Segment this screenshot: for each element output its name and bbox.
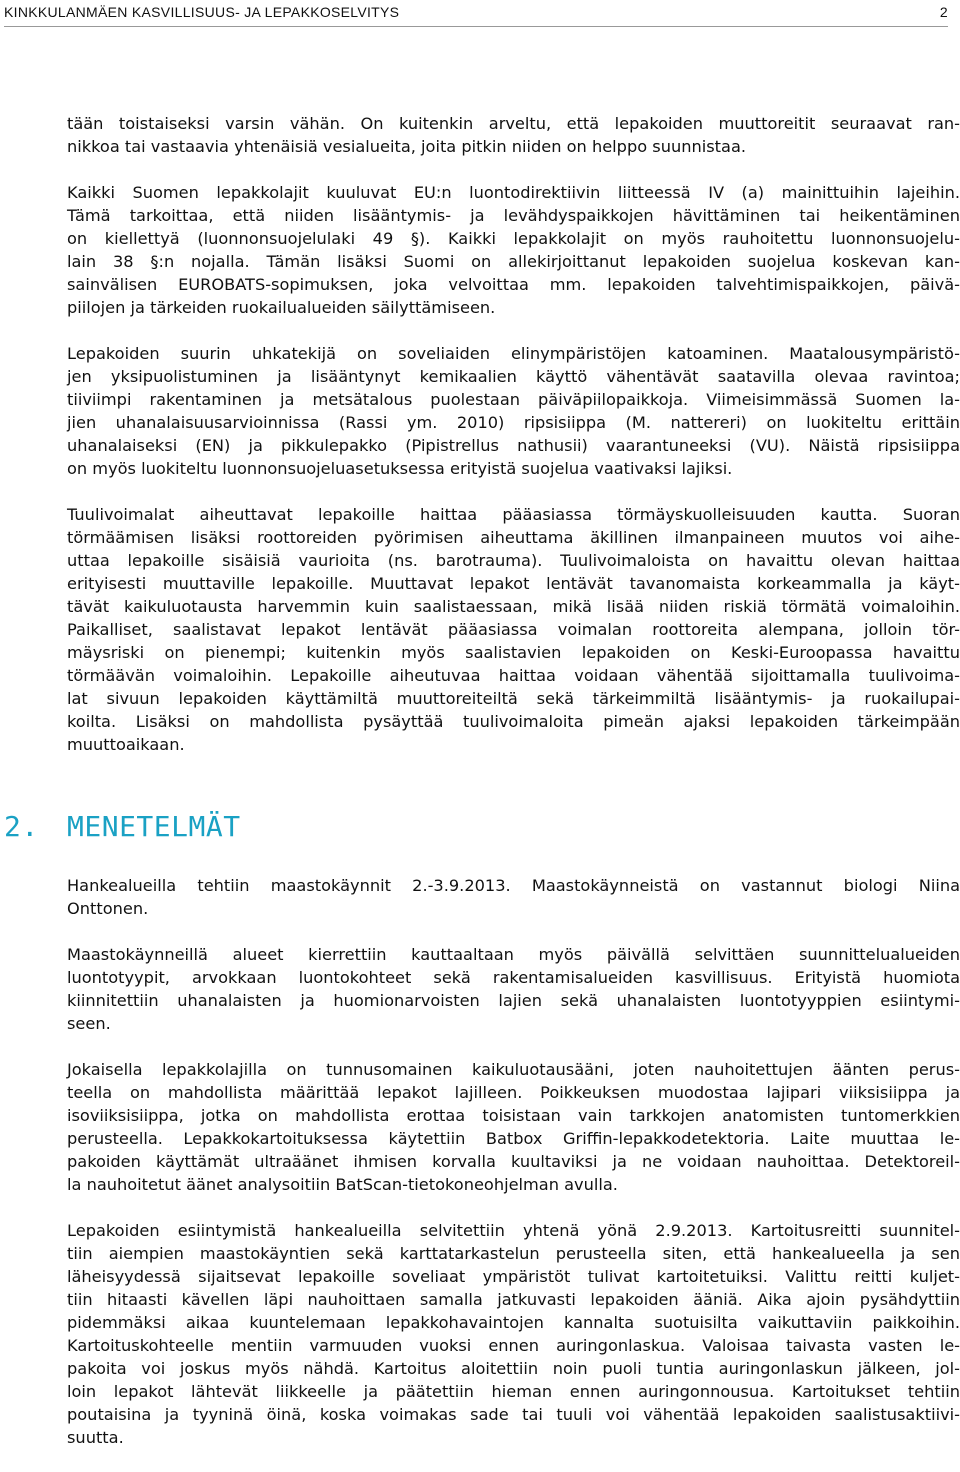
text-line: mäysriski on pienempi; kuitenkin myös saalistavien lepakoiden on Keski-Euroopassa havaittu (67, 643, 960, 662)
text-line: tiiviimpi rakentaminen ja metsätalous puolestaan päiväpiilopaikkoja. Viimeisimmässä Suomen la- (67, 390, 960, 409)
text-line: luontotyypit, arvokkaan luontokohteet sekä rakentamisalueiden kasvillisuus. Erityistä huomiota (67, 968, 960, 987)
text-line: läheisyydessä sijaitsevat lepakoille soveliaat ympäristöt tulivat kartoitetuiksi. Valittu reitti kuljet- (67, 1267, 960, 1286)
text-line: erityisesti muuttaville lepakoille. Muuttavat lepakot lentävät tavanomaista korkeammalla ja käyt- (67, 574, 960, 593)
text-line: Hankealueilla tehtiin maastokäynnit 2.-3.9.2013. Maastokäynneistä on vastannut biologi Niina (67, 876, 960, 895)
page-number: 2 (939, 4, 948, 20)
paragraph (67, 342, 960, 480)
text-line: Maastokäynneillä alueet kierrettiin kauttaaltaan myös päivällä selvittäen suunnittelualueiden (67, 945, 960, 964)
text-line: seen. (67, 1014, 111, 1033)
section-title: MENETELMÄT (67, 810, 241, 843)
paragraph (67, 1219, 960, 1449)
text-line: lain 38 §:n nojalla. Tämän lisäksi Suomi on allekirjoittanut lepakoiden suojelua koskevan kan- (67, 252, 960, 271)
text-line: tiin aiempien maastokäyntien sekä karttatarkastelun perusteella siten, että hankealueella ja sen (67, 1244, 960, 1263)
text-line: Tuulivoimalat aiheuttavat lepakoille haittaa pääasiassa törmäyskuolleisuuden kautta. Suoran (67, 505, 960, 524)
text-line: Lepakoiden esiintymistä hankealueilla selvitettiin yhtenä yönä 2.9.2013. Kartoitusreitti suunnitel- (67, 1221, 960, 1240)
text-line: Tämä tarkoittaa, että niiden lisääntymis- ja levähdyspaikkojen hävittäminen tai heikentäminen (67, 206, 960, 225)
text-line: suutta. (67, 1428, 124, 1447)
text-line: loin lepakot lähtevät liikkeelle ja päätettiin hieman ennen auringonnousua. Kartoitukset tehtiin (67, 1382, 960, 1401)
text-line: uhanalaiseksi (EN) ja pikkulepakko (Pipistrellus nathusii) vaarantuneeksi (VU). Näistä ripsisiippa (67, 436, 960, 455)
text-line: piilojen ja tärkeiden ruokailualueiden säilyttämiseen. (67, 298, 496, 317)
text-line: on myös luokiteltu luonnonsuojeluasetuksessa erityistä suojelua vaativaksi lajiksi. (67, 459, 733, 478)
section-number: 2. (4, 810, 39, 843)
paragraph (67, 181, 960, 319)
text-line: Paikalliset, saalistavat lepakot lentävät pääasiassa voimalan roottoreita alempana, jolloin tör- (67, 620, 960, 639)
text-line: Kaikki Suomen lepakkolajit kuuluvat EU:n luontodirektiivin liitteessä IV (a) mainittuihin lajeihin. (67, 183, 960, 202)
text-line: koilta. Lisäksi on mahdollista pysäyttää tuulivoimaloita pimeän ajaksi lepakoiden tärkeimpään (67, 712, 960, 731)
text-line: Onttonen. (67, 899, 149, 918)
section-heading (4, 810, 241, 843)
text-line: Lepakoiden suurin uhkatekijä on soveliaiden elinympäristöjen katoaminen. Maatalousympäristö- (67, 344, 960, 363)
text-line: isoviiksisiippa, jotka on mahdollista erottaa toisistaan vain tarkkojen anatomisten tuntomerkkien (67, 1106, 960, 1125)
text-line: tävät kaikuluotausta harvemmin kuin saalistaessaan, mikä lisää niiden riskiä törmätä voimaloihin. (67, 597, 960, 616)
body-text-methods (67, 874, 960, 1472)
text-line: tiin hitaasti kävellen läpi nauhoittaen samalla jatkuvasti lepakoiden ääniä. Aika ajoin pysähdyttiin (67, 1290, 960, 1309)
text-line: teella on mahdollista määrittää lepakot lajilleen. Poikkeuksen muodostaa lajipari viiksisiippa ja (67, 1083, 960, 1102)
text-line: Jokaisella lepakkolajilla on tunnusomainen kaikuluotausääni, joten nauhoitettujen äänten perus- (67, 1060, 960, 1079)
text-line: pakoiden käyttämät ultraäänet ihmisen korvalla kuultaviksi ja ne voidaan nauhoittaa. Detektoreil- (67, 1152, 960, 1171)
text-line: perusteella. Lepakkokartoituksessa käytettiin Batbox Griffin-lepakkodetektoria. Laite muuttaa le- (67, 1129, 960, 1148)
text-line: nikkoa tai vastaavia yhtenäisiä vesialueita, joita pitkin niiden on helppo suunnistaa. (67, 137, 747, 156)
text-line: törmäämisen lisäksi roottoreiden pyörimisen aiheuttama äkillinen ilmanpaineen muutos voi aihe- (67, 528, 960, 547)
paragraph (67, 943, 960, 1035)
paragraph (67, 503, 960, 756)
page-header (4, 4, 948, 27)
text-line: kiinnitettiin uhanalaisten ja huomionarvoisten lajien sekä uhanalaisten luontotyyppien esiintymi- (67, 991, 960, 1010)
text-line: muuttoaikaan. (67, 735, 185, 754)
text-line: sainvälisen EUROBATS-sopimuksen, joka velvoittaa mm. lepakoiden talvehtimispaikkojen, päivä- (67, 275, 960, 294)
text-line: jien uhanalaisuusarvioinnissa (Rassi ym. 2010) ripsisiippa (M. nattereri) on luokiteltu erittäin (67, 413, 960, 432)
body-text-intro (67, 112, 960, 779)
text-line: poutaisina ja tyyninä öinä, koska voimakas sade tai tuuli voi vähentää lepakoiden saalistusaktiivi- (67, 1405, 960, 1424)
text-line: tään toistaiseksi varsin vähän. On kuitenkin arveltu, että lepakoiden muuttoreitit seuraavat ran- (67, 114, 960, 133)
text-line: on kiellettyä (luonnonsuojelulaki 49 §). Kaikki lepakkolajit on myös rauhoitettu luonnonsuojelu- (67, 229, 960, 248)
text-line: lat sivuun lepakoiden käyttämiltä muuttoreiteiltä sekä tärkeimmiltä lisääntymis- ja ruokailupai- (67, 689, 960, 708)
paragraph (67, 112, 960, 158)
paragraph (67, 1058, 960, 1196)
text-line: pakoita voi joskus myös nähdä. Kartoitus aloitettiin noin puoli tuntia auringonlaskun jälkeen, jol- (67, 1359, 960, 1378)
text-line: törmäävän voimaloihin. Lepakoille aiheutuvaa haittaa voidaan vähentää sijoittamalla tuulivoima- (67, 666, 960, 685)
text-line: la nauhoitetut äänet analysoitiin BatScan-tietokoneohjelman avulla. (67, 1175, 618, 1194)
document-title: KINKKULANMÄEN KASVILLISUUS- JA LEPAKKOSELVITYS (4, 4, 400, 20)
text-line: Kartoituskohteelle mentiin varmuuden vuoksi ennen auringonlaskua. Valoisaa taivasta vasten le- (67, 1336, 960, 1355)
text-line: jen yksipuolistuminen ja lisääntynyt kemikaalien käyttö vähentävät saatavilla olevaa ravintoa; (67, 367, 960, 386)
text-line: uttaa lepakoille sisäisiä vaurioita (ns. barotrauma). Tuulivoimaloista on havaittu olevan haittaa (67, 551, 960, 570)
paragraph (67, 874, 960, 920)
text-line: pidemmäksi aikaa kuuntelemaan lepakkohavaintojen kannalta suotuisilta vaikuttaviin paikkoihin. (67, 1313, 960, 1332)
